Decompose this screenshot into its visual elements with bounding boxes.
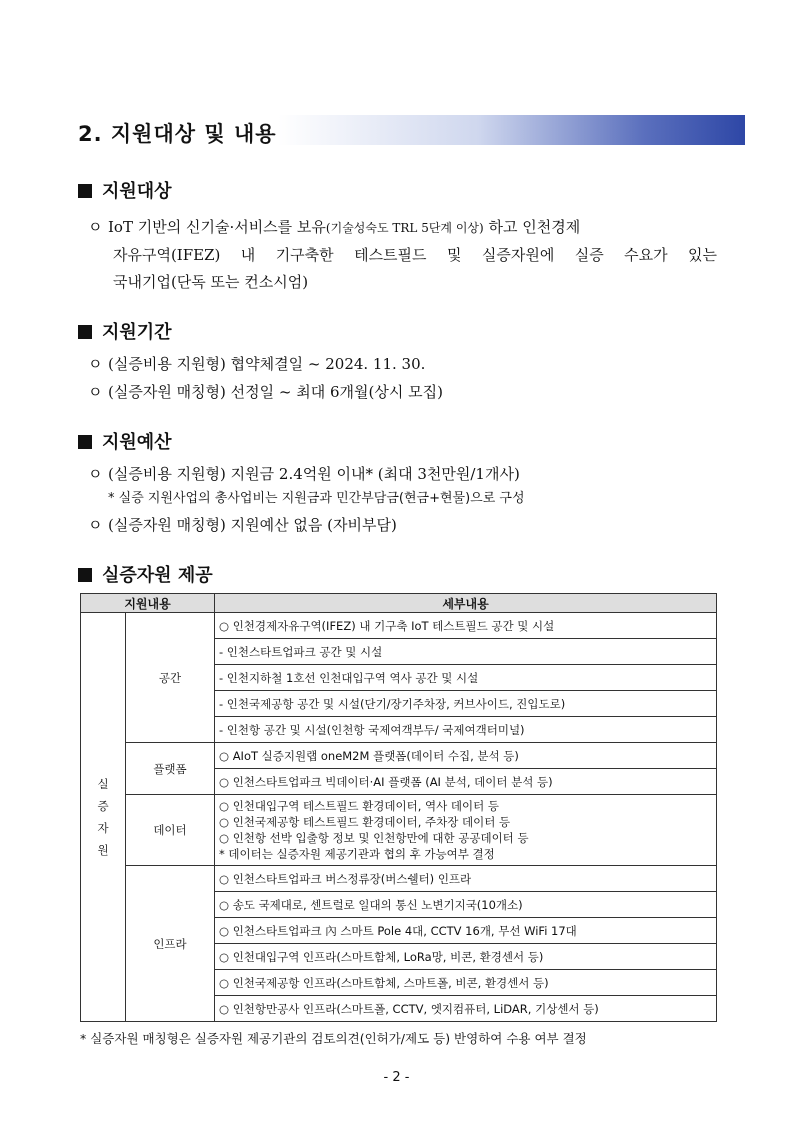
detail-cell: ○ 인천스타트업파크 버스정류장(버스쉘터) 인프라 (215, 866, 717, 892)
detail-line: ○ 인천대입구역 테스트필드 환경데이터, 역사 데이터 등 (219, 799, 500, 813)
detail-cell: ○ 인천스타트업파크 內 스마트 Pole 4대, CCTV 16개, 무선 WiFi 17대 (215, 918, 717, 944)
section-title: 2. 지원대상 및 내용 (78, 122, 277, 146)
table-row (81, 613, 717, 639)
detail-cell: - 인천지하철 1호선 인천대입구역 역사 공간 및 시설 (215, 665, 717, 691)
resources-table (80, 593, 717, 1022)
period-item: ㅇ (실증자원 매칭형) 선정일 ~ 최대 6개월(상시 모집) (88, 380, 443, 405)
detail-line: * 데이터는 실증자원 제공기관과 협의 후 가능여부 결정 (219, 847, 495, 861)
square-bullet-icon (78, 435, 92, 449)
resources-row-label (81, 613, 126, 1022)
bullet-mark: ㅇ (88, 516, 103, 534)
column-header: 지원내용 (81, 594, 215, 613)
detail-cell: - 인천스타트업파크 공간 및 시설 (215, 639, 717, 665)
target-line-2: 자유구역(IFEZ) 내 기구축한 테스트필드 및 실증자원에 실증 수요가 있는 (113, 246, 717, 264)
detail-cell: ○ 인천경제자유구역(IFEZ) 내 기구축 IoT 테스트필드 공간 및 시설 (215, 613, 717, 639)
detail-cell: - 인천항 공간 및 시설(인천항 국제여객부두/ 국제여객터미널) (215, 717, 717, 743)
bullet-mark: ㅇ (88, 465, 103, 483)
period-item: ㅇ (실증비용 지원형) 협약체결일 ~ 2024. 11. 30. (88, 352, 425, 377)
detail-cell: ○ 인천항만공사 인프라(스마트폴, CCTV, 엣지컴퓨터, LiDAR, 기상센서 등) (215, 996, 717, 1022)
bullet-mark: ㅇ (88, 218, 103, 236)
detail-cell: ○ 인천국제공항 인프라(스마트함체, 스마트폴, 비콘, 환경센서 등) (215, 970, 717, 996)
table-row (81, 743, 717, 769)
category-cell: 데이터 (126, 795, 215, 866)
bullet-mark: ㅇ (88, 383, 103, 401)
category-cell: 플랫폼 (126, 743, 215, 795)
budget-note: * 실증 지원사업의 총사업비는 지원금과 민간부담금(현금+현물)으로 구성 (108, 491, 525, 506)
budget-item: ㅇ (실증자원 매칭형) 지원예산 없음 (자비부담) (88, 513, 397, 538)
detail-cell: - 인천국제공항 공간 및 시설(단기/장기주차장, 커브사이드, 진입도로) (215, 691, 717, 717)
budget-item: ㅇ (실증비용 지원형) 지원금 2.4억원 이내* (최대 3천만원/1개사) (88, 462, 520, 487)
detail-cell: ○ 인천스타트업파크 빅데이터·AI 플랫폼 (AI 분석, 데이터 분석 등) (215, 769, 717, 795)
detail-cell: ○ 인천대입구역 인프라(스마트함체, LoRa망, 비콘, 환경센서 등) (215, 944, 717, 970)
square-bullet-icon (78, 325, 92, 339)
square-bullet-icon (78, 184, 92, 198)
table-footnote: * 실증자원 매칭형은 실증자원 제공기관의 검토의견(인허가/제도 등) 반영하여 수용 여부 결정 (80, 1031, 587, 1046)
category-cell: 인프라 (126, 866, 215, 1022)
heading-period: 지원기간 (78, 318, 172, 344)
column-header: 세부내용 (215, 594, 717, 613)
detail-line: ○ 인천국제공항 테스트필드 환경데이터, 주차장 데이터 등 (219, 815, 511, 829)
detail-line: ○ 인천항 선박 입출항 정보 및 인천항만에 대한 공공데이터 등 (219, 831, 529, 845)
target-line-1: ㅇ IoT 기반의 신기술·서비스를 보유(기술성숙도 TRL 5단계 이상) 하고 인천경제 (88, 215, 580, 241)
detail-cell (215, 795, 717, 866)
top-label: 실 증 자 원 (97, 777, 109, 857)
detail-cell: ○ 송도 국제대로, 센트럴로 일대의 통신 노변기지국(10개소) (215, 892, 717, 918)
table-header-row (81, 594, 717, 613)
table-row (81, 795, 717, 866)
table-row (81, 866, 717, 892)
bullet-mark: ㅇ (88, 355, 103, 373)
target-line-3: 국내기업(단독 또는 컨소시엄) (113, 273, 309, 291)
heading-budget: 지원예산 (78, 428, 172, 454)
category-cell: 공간 (126, 613, 215, 743)
heading-resources: 실증자원 제공 (78, 561, 213, 587)
detail-cell: ○ AIoT 실증지원랩 oneM2M 플랫폼(데이터 수집, 분석 등) (215, 743, 717, 769)
heading-target: 지원대상 (78, 177, 172, 203)
square-bullet-icon (78, 568, 92, 582)
page-number: - 2 - (383, 1070, 410, 1085)
